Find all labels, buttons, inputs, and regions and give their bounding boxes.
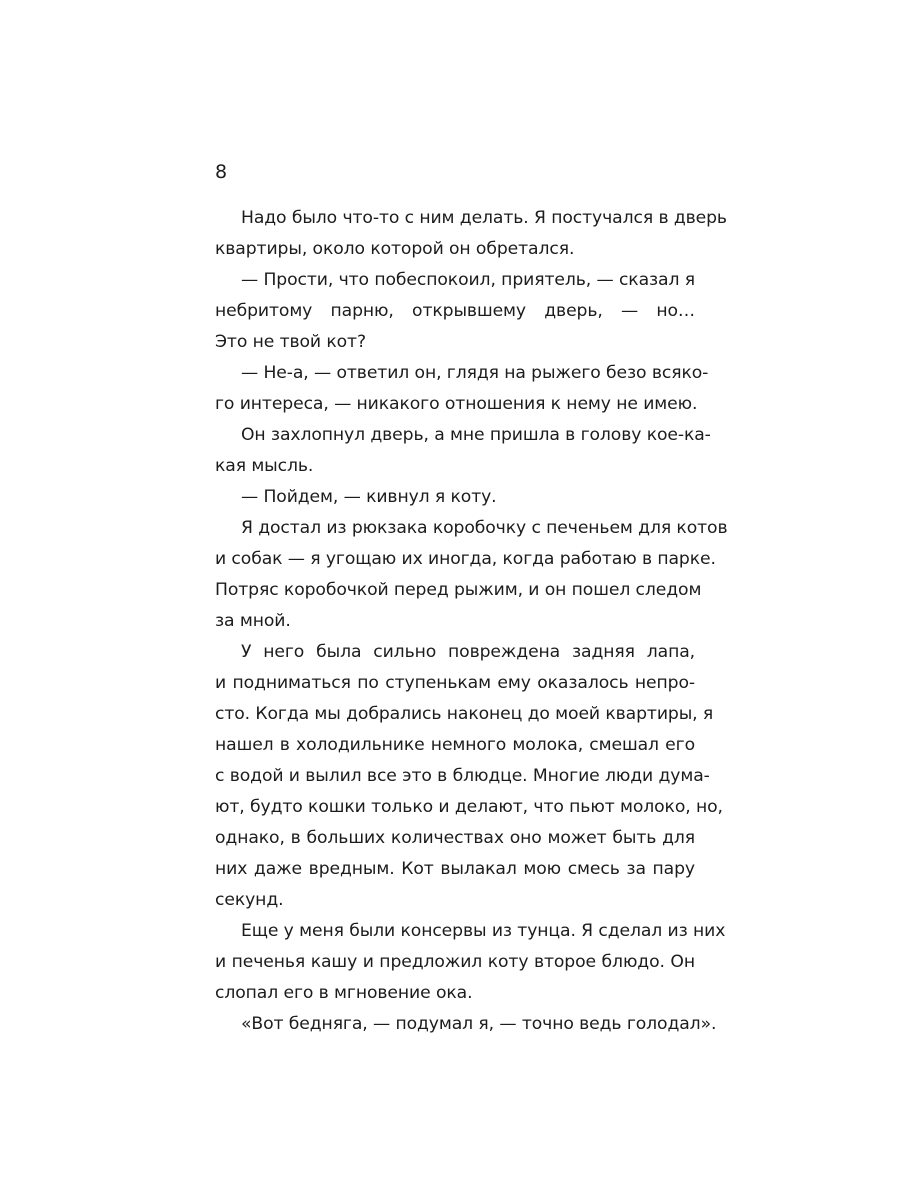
text-line: сто. Когда мы добрались наконец до моей квартиры, я: [215, 704, 714, 724]
book-text: [215, 203, 728, 1040]
text-line: У него была сильно повреждена задняя лапа,: [241, 642, 695, 662]
text-line: и печенья кашу и предложил коту второе блюдо. Он: [215, 952, 695, 972]
text-line: кая мысль.: [215, 456, 314, 476]
text-line: — Пойдем, — кивнул я коту.: [241, 487, 497, 507]
text-line: с водой и вылил все это в блюдце. Многие люди дума-: [215, 766, 710, 786]
text-line: нашел в холодильнике немного молока, смешал его: [215, 735, 695, 755]
text-line: Надо было что-то с ним делать. Я постучался в дверь: [241, 208, 727, 228]
text-line: — Прости, что побеспокоил, приятель, — сказал я: [241, 270, 695, 290]
text-line: го интереса, — никакого отношения к нему не имею.: [215, 394, 698, 414]
text-line: секунд.: [215, 890, 284, 910]
text-line: и подниматься по ступенькам ему оказалось непро-: [215, 673, 695, 693]
text-line: Еще у меня были консервы из тунца. Я сделал из них: [241, 921, 726, 941]
text-line: Я достал из рюкзака коробочку с печеньем для котов: [241, 518, 728, 538]
text-line: и собак — я угощаю их иногда, когда работаю в парке.: [215, 549, 716, 569]
text-line: Он захлопнул дверь, а мне пришла в голову кое-ка-: [241, 425, 711, 445]
text-line: небритому парню, открывшему дверь, — но…: [215, 301, 695, 321]
text-line: квартиры, около которой он обретался.: [215, 239, 575, 259]
text-line: них даже вредным. Кот вылакал мою смесь за пару: [215, 859, 695, 879]
text-line: Потряс коробочкой перед рыжим, и он пошел следом: [215, 580, 702, 600]
text-line: за мной.: [215, 611, 291, 631]
text-line: слопал его в мгновение ока.: [215, 983, 473, 1003]
text-line: однако, в больших количествах оно может быть для: [215, 828, 695, 848]
text-line: ют, будто кошки только и делают, что пьют молоко, но,: [215, 797, 723, 817]
page-number: 8: [215, 161, 228, 183]
text-line: — Не-а, — ответил он, глядя на рыжего безо всяко-: [241, 363, 709, 383]
text-line: Это не твой кот?: [215, 332, 366, 352]
text-line: «Вот бедняга, — подумал я, — точно ведь голодал».: [241, 1014, 717, 1034]
